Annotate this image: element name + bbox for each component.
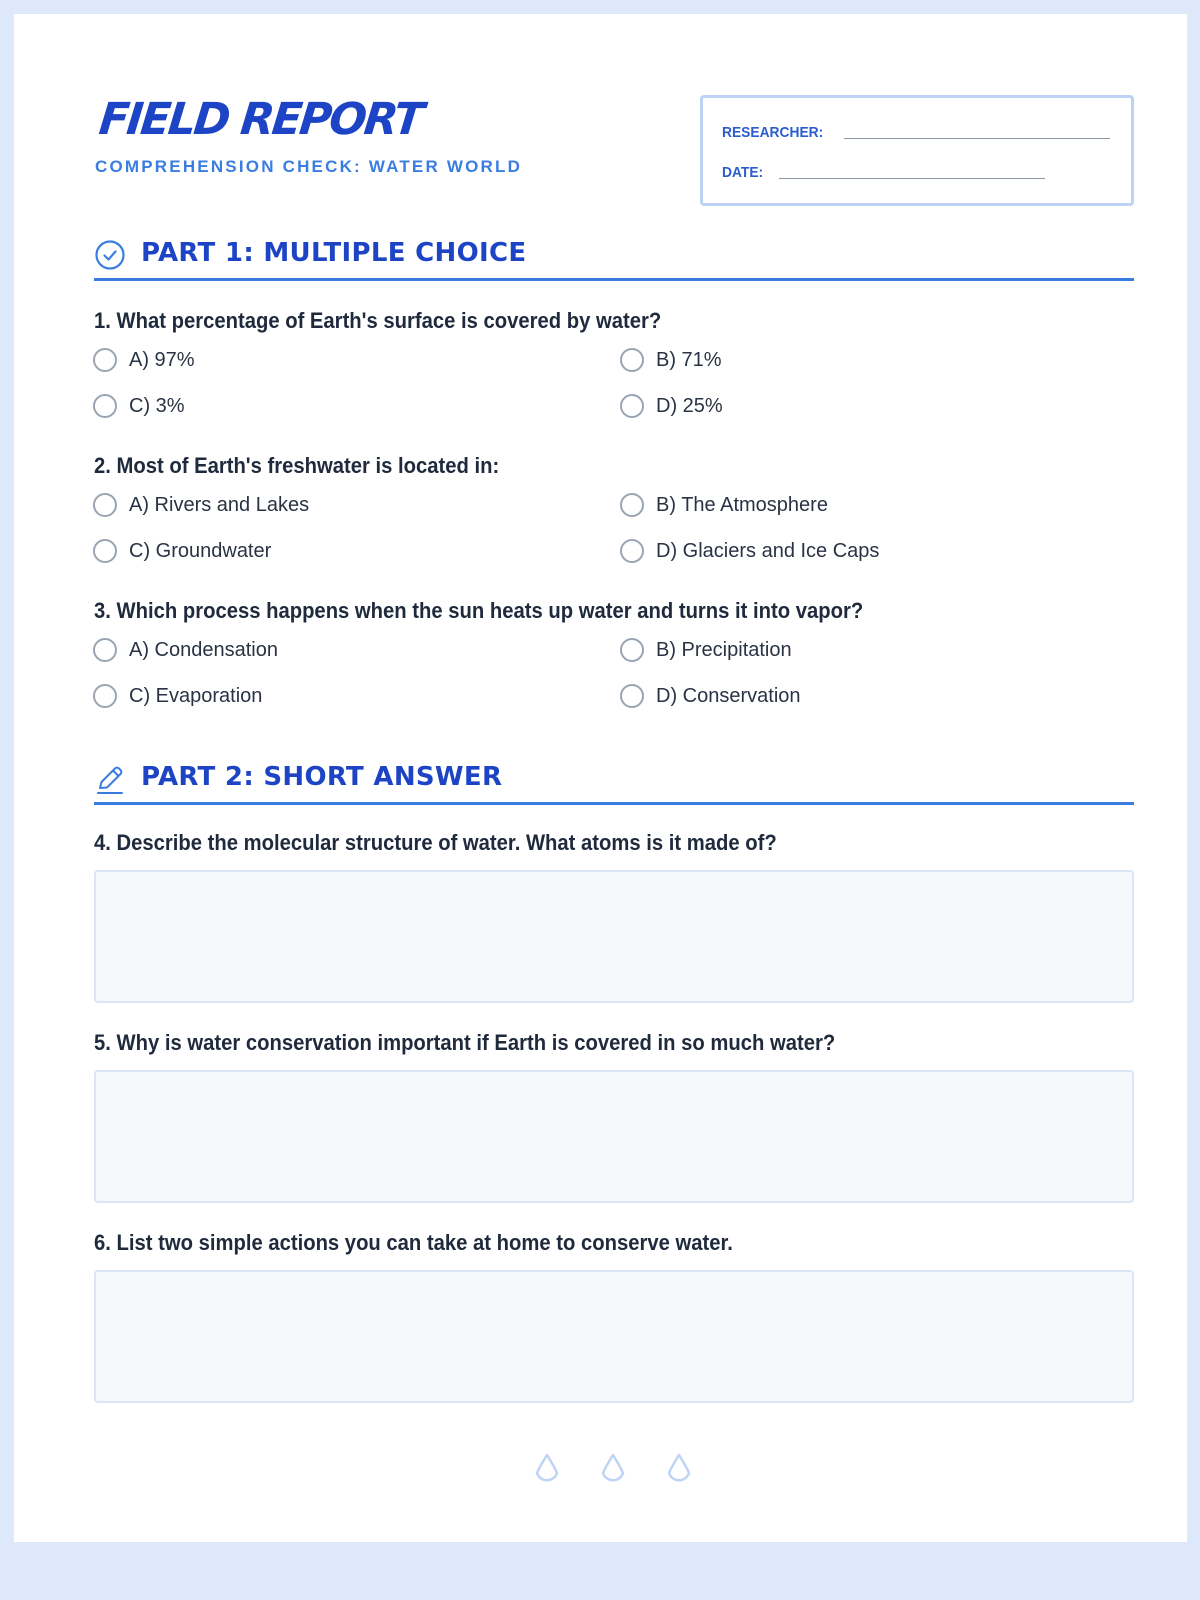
pencil-icon bbox=[94, 763, 126, 795]
option-label: D) 25% bbox=[656, 394, 723, 417]
radio-button[interactable] bbox=[93, 348, 117, 372]
option-label: B) 71% bbox=[656, 348, 722, 371]
radio-button[interactable] bbox=[620, 684, 644, 708]
option-2a[interactable] bbox=[93, 493, 309, 517]
option-1a[interactable] bbox=[93, 348, 195, 372]
water-drop-icon bbox=[599, 1452, 627, 1488]
date-row bbox=[722, 164, 1045, 181]
answer-box-6[interactable] bbox=[94, 1270, 1134, 1403]
check-circle-icon bbox=[94, 239, 126, 271]
report-header bbox=[94, 94, 1134, 207]
option-3c[interactable] bbox=[93, 684, 262, 708]
option-2c[interactable] bbox=[93, 539, 271, 563]
question-2: 2. Most of Earth's freshwater is located in: bbox=[94, 453, 500, 478]
radio-button[interactable] bbox=[620, 638, 644, 662]
option-3b[interactable] bbox=[620, 638, 792, 662]
option-2d[interactable] bbox=[620, 539, 879, 563]
date-label: DATE: bbox=[722, 164, 764, 181]
answer-box-4[interactable] bbox=[94, 870, 1134, 1003]
option-label: B) Precipitation bbox=[656, 638, 792, 661]
option-label: B) The Atmosphere bbox=[656, 493, 828, 516]
option-label: C) Groundwater bbox=[129, 539, 272, 562]
report-subtitle: COMPREHENSION CHECK: WATER WORLD bbox=[95, 157, 523, 176]
option-1b[interactable] bbox=[620, 348, 722, 372]
radio-button[interactable] bbox=[620, 348, 644, 372]
option-label: A) Rivers and Lakes bbox=[129, 493, 310, 516]
question-6: 6. List two simple actions you can take at home to conserve water. bbox=[94, 1230, 733, 1255]
radio-button[interactable] bbox=[620, 394, 644, 418]
radio-button[interactable] bbox=[620, 539, 644, 563]
researcher-label: RESEARCHER: bbox=[722, 124, 824, 141]
question-5: 5. Why is water conservation important if Earth is covered in so much water? bbox=[94, 1030, 836, 1055]
worksheet-page bbox=[14, 14, 1187, 1542]
radio-button[interactable] bbox=[620, 493, 644, 517]
researcher-field[interactable] bbox=[844, 138, 1110, 139]
option-1d[interactable] bbox=[620, 394, 723, 418]
radio-button[interactable] bbox=[93, 539, 117, 563]
part1-heading bbox=[94, 235, 1134, 281]
option-1c[interactable] bbox=[93, 394, 185, 418]
option-label: D) Conservation bbox=[656, 684, 801, 707]
option-label: A) Condensation bbox=[129, 638, 278, 661]
option-3d[interactable] bbox=[620, 684, 801, 708]
option-label: C) 3% bbox=[129, 394, 185, 417]
radio-button[interactable] bbox=[93, 493, 117, 517]
option-label: C) Evaporation bbox=[129, 684, 263, 707]
question-1: 1. What percentage of Earth's surface is covered by water? bbox=[94, 308, 662, 333]
question-3: 3. Which process happens when the sun heats up water and turns it into vapor? bbox=[94, 598, 864, 623]
water-drop-icon bbox=[533, 1452, 561, 1488]
radio-button[interactable] bbox=[93, 638, 117, 662]
option-2b[interactable] bbox=[620, 493, 828, 517]
question-4: 4. Describe the molecular structure of water. What atoms is it made of? bbox=[94, 830, 777, 855]
report-title: FIELD REPORT bbox=[96, 94, 424, 145]
radio-button[interactable] bbox=[93, 394, 117, 418]
footer-decoration bbox=[533, 1452, 693, 1488]
water-drop-icon bbox=[665, 1452, 693, 1488]
option-label: D) Glaciers and Ice Caps bbox=[656, 539, 880, 562]
researcher-info-box bbox=[700, 95, 1134, 206]
radio-button[interactable] bbox=[93, 684, 117, 708]
part1-title: PART 1: MULTIPLE CHOICE bbox=[141, 238, 527, 268]
part2-heading bbox=[94, 759, 1134, 805]
option-3a[interactable] bbox=[93, 638, 278, 662]
date-field[interactable] bbox=[779, 178, 1045, 179]
part2-title: PART 2: SHORT ANSWER bbox=[141, 762, 503, 792]
option-label: A) 97% bbox=[129, 348, 195, 371]
researcher-row bbox=[722, 124, 1110, 141]
answer-box-5[interactable] bbox=[94, 1070, 1134, 1203]
